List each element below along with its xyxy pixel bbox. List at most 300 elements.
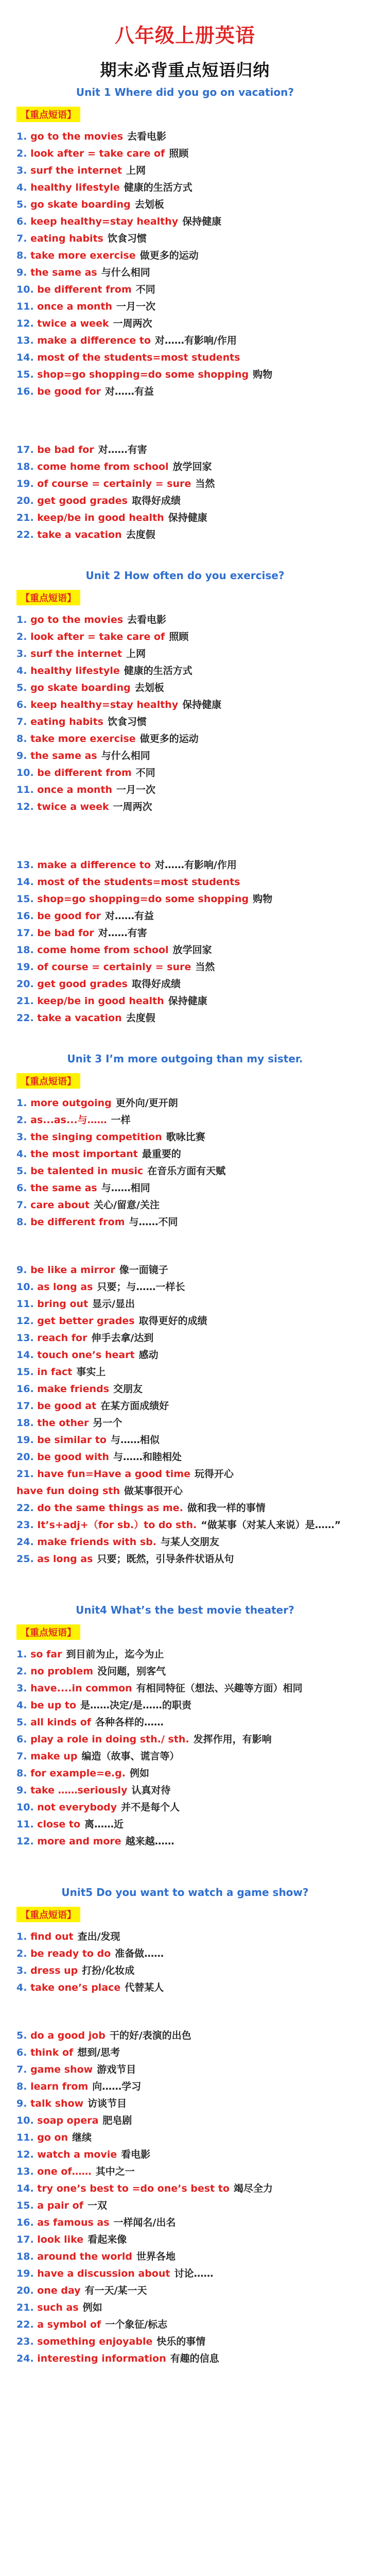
phrase-item: [16, 2078, 354, 2095]
phrase-number: 2.: [16, 1948, 31, 1959]
phrase-item: [16, 230, 354, 247]
phrase-english: make a difference to: [37, 335, 151, 346]
phrase-item: [16, 1748, 354, 1765]
phrase-item: [16, 1799, 354, 1816]
phrase-english: a symbol of: [37, 2319, 101, 2330]
phrase-item: [16, 2231, 354, 2248]
unit-section: [16, 1886, 354, 2367]
phrase-item: [16, 993, 354, 1010]
phrase-item: [16, 1364, 354, 1381]
units-container: [16, 86, 354, 2367]
phrase-number: 13.: [16, 859, 38, 871]
phrase-chinese: 对……有影响/作用: [155, 335, 237, 346]
phrase-item: [16, 1816, 354, 1833]
phrase-number: 7.: [16, 233, 31, 244]
phrase-chinese: 想到/思考: [77, 2047, 120, 2058]
phrase-number: 22.: [16, 2319, 38, 2330]
phrase-number: 9.: [16, 2098, 31, 2109]
phrase-english: go skate boarding: [30, 682, 131, 693]
phrase-number: 12.: [16, 318, 38, 329]
phrase-number: 1.: [16, 614, 31, 625]
phrase-chinese: 对……有害: [98, 927, 147, 939]
phrase-chinese: 一样闻名/出名: [113, 2217, 176, 2228]
phrase-chinese: 不同: [135, 284, 155, 295]
phrase-chinese: 保持健康: [168, 512, 207, 523]
phrase-english: more outgoing: [30, 1097, 112, 1109]
phrase-number: 4.: [16, 182, 31, 193]
phrase-item: [16, 2027, 354, 2044]
phrase-english: more and more: [37, 1836, 121, 1847]
phrase-number: 18.: [16, 1417, 38, 1429]
phrase-number: 8.: [16, 733, 31, 744]
phrase-number: 4.: [16, 1982, 31, 1993]
phrase-item: [16, 1415, 354, 1432]
phrase-chinese: 看起来像: [87, 2234, 127, 2245]
phrase-chinese: 保持健康: [182, 699, 222, 710]
phrase-number: 1.: [16, 1097, 31, 1109]
phrase-chinese: 对……有益: [105, 386, 154, 397]
phrase-english: as long as: [37, 1281, 93, 1293]
block-spacer: [16, 1996, 354, 2027]
phrase-english: make friends: [37, 1383, 109, 1395]
phrase-item: [16, 782, 354, 799]
phrase-item: [16, 2163, 354, 2180]
phrase-english: think of: [30, 2047, 74, 2058]
phrase-item: [16, 1163, 354, 1180]
phrase-item: [16, 1517, 354, 1534]
phrase-english: be good for: [37, 386, 101, 397]
phrase-english: the same as: [30, 750, 97, 761]
phrase-item: [16, 332, 354, 349]
phrase-item: [16, 1398, 354, 1415]
phrase-chinese: 关心/留意/关注: [94, 1199, 160, 1211]
phrase-number: 17.: [16, 2234, 38, 2245]
phrase-chinese: 世界各地: [136, 2251, 176, 2262]
phrase-english: the most important: [30, 1148, 138, 1160]
phrase-item: [16, 680, 354, 697]
phrase-item: [16, 213, 354, 230]
phrase-number: 10.: [16, 284, 38, 295]
phrase-english: surf the internet: [30, 165, 122, 176]
phrase-number: 3.: [16, 648, 31, 659]
phrase-item: [16, 1551, 354, 1568]
phrase-item: [16, 128, 354, 145]
phrase-english: get good grades: [37, 495, 128, 506]
key-phrases-tag: 【重点短语】: [16, 1073, 80, 1089]
phrase-chinese: 去划板: [134, 682, 164, 693]
phrase-item: [16, 2248, 354, 2265]
phrase-chinese: 例如: [129, 1768, 149, 1779]
phrase-english: look after = take care of: [30, 631, 165, 642]
phrase-number: 9.: [16, 750, 31, 761]
phrase-item: [16, 527, 354, 544]
phrase-english: be similar to: [37, 1434, 107, 1446]
phrase-item: [16, 908, 354, 925]
phrase-chinese: 照顾: [169, 148, 189, 159]
phrase-item: [16, 1714, 354, 1731]
phrase-number: 16.: [16, 910, 38, 922]
phrase-item: [16, 1663, 354, 1680]
phrase-english: play a role in doing sth./ sth.: [30, 1734, 189, 1745]
phrase-chinese: 对……有害: [98, 444, 147, 455]
phrase-chinese: 去划板: [134, 199, 164, 210]
phrase-number: 19.: [16, 478, 38, 489]
phrase-chinese: 与……相似: [110, 1434, 160, 1446]
phrase-english: so far: [30, 1649, 62, 1660]
phrase-item: [16, 1214, 354, 1231]
phrase-number: 10.: [16, 767, 38, 778]
phrase-number: 21.: [16, 512, 38, 523]
phrase-english: watch a movie: [37, 2149, 117, 2160]
key-phrases-tag: 【重点短语】: [16, 1907, 80, 1922]
phrase-item: [16, 1262, 354, 1279]
phrase-chinese: 快乐的事情: [156, 2336, 206, 2347]
unit-section: [16, 1604, 354, 1850]
phrase-item: [16, 959, 354, 976]
phrase-item: [16, 476, 354, 493]
phrase-chinese: 去看电影: [127, 131, 167, 142]
phrase-number: 7.: [16, 1199, 31, 1211]
phrase-english: as long as: [37, 1553, 93, 1565]
phrase-number: 24.: [16, 1536, 38, 1548]
phrase-number: 8.: [16, 1768, 31, 1779]
phrase-item: [16, 1731, 354, 1748]
phrase-item: [16, 748, 354, 765]
phrase-english: game show: [30, 2064, 93, 2075]
phrase-english: for example=e.g.: [30, 1768, 126, 1779]
phrase-number: 10.: [16, 2115, 38, 2126]
phrase-number: 6.: [16, 2047, 31, 2058]
phrase-number: 12.: [16, 1315, 38, 1327]
phrase-number: 24.: [16, 2353, 38, 2364]
phrase-number: 6.: [16, 216, 31, 227]
phrase-english: as famous as: [37, 2217, 110, 2228]
phrase-number: 11.: [16, 1298, 38, 1310]
phrase-english: have....in common: [30, 1683, 132, 1694]
phrase-english: in fact: [37, 1366, 73, 1378]
phrase-number: 19.: [16, 2268, 38, 2279]
phrase-item: [16, 162, 354, 179]
block-spacer: [16, 816, 354, 857]
phrase-english: be good for: [37, 910, 101, 922]
phrase-item: [16, 2316, 354, 2333]
phrase-english: the same as: [30, 267, 97, 278]
phrase-chinese: 做更多的运动: [139, 250, 199, 261]
phrase-item: [16, 857, 354, 874]
phrase-item: [16, 629, 354, 646]
phrase-chinese: 肥皂剧: [102, 2115, 132, 2126]
phrase-number: 14.: [16, 1349, 38, 1361]
phrase-chinese: 在音乐方面有天赋: [147, 1165, 226, 1177]
phrase-number: 16.: [16, 386, 38, 397]
phrase-english: learn from: [30, 2081, 89, 2092]
phrase-item: [16, 1962, 354, 1979]
phrase-item: [16, 697, 354, 714]
phrase-english: come home from school: [37, 944, 169, 956]
phrase-english: eating habits: [30, 233, 103, 244]
phrase-item: [16, 1534, 354, 1551]
phrase-item: [16, 2112, 354, 2129]
phrase-english: make a difference to: [37, 859, 151, 871]
phrase-chinese: 继续: [72, 2132, 92, 2143]
phrase-item: [16, 731, 354, 748]
phrase-chinese: 干的好/表演的出色: [109, 2030, 191, 2041]
phrase-number: 25.: [16, 1553, 38, 1565]
phrase-chinese: 与……相同: [101, 1182, 150, 1194]
phrase-english: be up to: [30, 1700, 77, 1711]
phrase-english: have fun=Have a good time: [37, 1468, 191, 1480]
phrase-chinese: 做某事很开心: [124, 1485, 183, 1497]
phrase-item: [16, 2061, 354, 2078]
phrase-english: take more exercise: [30, 733, 136, 744]
phrase-english: bring out: [37, 1298, 89, 1310]
phrase-number: 17.: [16, 444, 38, 455]
phrase-number: 4.: [16, 1700, 31, 1711]
phrase-chinese: 歌咏比赛: [166, 1131, 205, 1143]
phrase-item: [16, 1095, 354, 1112]
phrase-chinese: 玩得开心: [195, 1468, 234, 1480]
phrase-chinese: 取得好成绩: [131, 495, 181, 506]
phrase-chinese: 当然: [195, 478, 215, 489]
phrase-english: make up: [30, 1751, 78, 1762]
phrase-chinese: 一月一次: [116, 301, 156, 312]
phrase-chinese: 去度假: [126, 1012, 155, 1024]
phrase-english: not everybody: [37, 1802, 117, 1813]
phrase-english: most of the students=most students: [37, 352, 240, 363]
phrase-english: a pair of: [37, 2200, 83, 2211]
phrase-number: 22.: [16, 1012, 38, 1024]
phrase-english: talk show: [30, 2098, 84, 2109]
unit-spacer: [16, 549, 354, 569]
phrase-item: [16, 1313, 354, 1330]
phrase-english: dress up: [30, 1965, 78, 1976]
phrase-item: [16, 2180, 354, 2197]
phrase-english: be talented in music: [30, 1165, 144, 1177]
phrase-english: go on: [37, 2132, 68, 2143]
phrase-number: 1.: [16, 1931, 31, 1942]
phrase-english: all kinds of: [30, 1717, 92, 1728]
phrase-number: 2.: [16, 1666, 31, 1677]
phrase-item: [16, 196, 354, 213]
phrase-number: 16.: [16, 2217, 38, 2228]
phrase-english: make friends with sb.: [37, 1536, 157, 1548]
phrase-chinese: 讨论……: [174, 2268, 214, 2279]
phrase-item: [16, 663, 354, 680]
phrase-chinese: 是……决定/是……的职责: [80, 1700, 191, 1711]
phrase-english: healthy lifestyle: [30, 665, 120, 676]
phrase-chinese: 健康的生活方式: [124, 182, 192, 193]
phrase-number: 3.: [16, 165, 31, 176]
phrase-english: be bad for: [37, 927, 94, 939]
phrase-number: 13.: [16, 1332, 38, 1344]
phrase-chinese: 其中之一: [95, 2166, 135, 2177]
phrase-chinese: 上网: [126, 165, 146, 176]
phrase-chinese: 饮食习惯: [107, 233, 147, 244]
phrase-english: do the same things as me.: [37, 1502, 183, 1514]
phrase-chinese: 去看电影: [127, 614, 167, 625]
phrase-item: [16, 1979, 354, 1996]
unit-section: [16, 569, 354, 1027]
phrase-number: 13.: [16, 335, 38, 346]
phrase-number: 22.: [16, 529, 38, 540]
phrase-english: have a discussion about: [37, 2268, 170, 2279]
phrase-english: go to the movies: [30, 614, 124, 625]
phrase-item: [16, 874, 354, 891]
phrase-chinese: 一月一次: [116, 784, 156, 795]
phrase-chinese: 到目前为止，迄今为止: [66, 1649, 164, 1660]
phrase-chinese: 打扮/化妆成: [82, 1965, 135, 1976]
phrase-number: 21.: [16, 2302, 38, 2313]
phrase-english: of course = certainly = sure: [37, 961, 191, 973]
phrase-number: 3.: [16, 1131, 31, 1143]
phrase-chinese: 照顾: [169, 631, 189, 642]
phrase-chinese: 最重要的: [142, 1148, 181, 1160]
phrase-english: be bad for: [37, 444, 94, 455]
phrase-english: surf the internet: [30, 648, 122, 659]
phrase-item: [16, 2282, 354, 2299]
phrase-number: 11.: [16, 784, 38, 795]
phrase-english: most of the students=most students: [37, 876, 240, 888]
phrase-number: 15.: [16, 1366, 38, 1378]
phrase-chinese: 有相同特征（想法、兴趣等方面）相同: [136, 1683, 303, 1694]
phrase-number: 10.: [16, 1281, 38, 1293]
phrase-chinese: 越来越……: [125, 1836, 174, 1847]
phrase-number: 21.: [16, 1468, 38, 1480]
phrase-number: 6.: [16, 1182, 31, 1194]
phrase-number: 7.: [16, 716, 31, 727]
phrase-item: [16, 1466, 354, 1483]
phrase-chinese: 事实上: [76, 1366, 106, 1378]
phrase-english: go to the movies: [30, 131, 124, 142]
phrase-item: [16, 2299, 354, 2316]
unit-spacer: [16, 1032, 354, 1053]
phrase-item: [16, 976, 354, 993]
phrase-item: [16, 1945, 354, 1962]
phrase-chinese: 没问题，别客气: [97, 1666, 166, 1677]
phrase-number: 20.: [16, 2285, 38, 2296]
phrase-item: [16, 1279, 354, 1296]
phrase-number: 15.: [16, 369, 38, 380]
phrase-english: as...as...与……: [30, 1114, 107, 1126]
phrase-chinese: 放学回家: [172, 944, 212, 956]
phrase-item: [16, 1296, 354, 1313]
phrase-item: [16, 2095, 354, 2112]
phrase-english: try one’s best to =do one’s best to: [37, 2183, 230, 2194]
phrase-chinese: 购物: [253, 893, 273, 905]
phrase-chinese: 感动: [138, 1349, 158, 1361]
phrase-chinese: 竭尽全力: [234, 2183, 273, 2194]
phrase-chinese: 与……不同: [129, 1216, 178, 1228]
phrase-chinese: 交朋友: [113, 1383, 143, 1395]
phrase-chinese: 对……有影响/作用: [155, 859, 237, 871]
phrase-english: take a vacation: [37, 1012, 122, 1024]
phrase-number: 19.: [16, 1434, 38, 1446]
phrase-chinese: 一个象征/标志: [105, 2319, 168, 2330]
phrase-english: get better grades: [37, 1315, 135, 1327]
phrase-item: [16, 799, 354, 816]
phrase-item: [16, 2214, 354, 2231]
phrase-english: once a month: [37, 301, 113, 312]
phrase-item: [16, 1928, 354, 1945]
phrase-item: [16, 1500, 354, 1517]
phrase-item: [16, 1782, 354, 1799]
phrase-number: 12.: [16, 1836, 38, 1847]
phrase-number: 22.: [16, 1502, 38, 1514]
phrase-english: find out: [30, 1931, 74, 1942]
phrase-item: [16, 442, 354, 459]
phrase-english: shop=go shopping=do some shopping: [37, 369, 249, 380]
phrase-chinese: 保持健康: [168, 995, 207, 1007]
phrase-item: [16, 247, 354, 264]
phrase-english: healthy lifestyle: [30, 182, 120, 193]
phrase-number: 5.: [16, 1717, 31, 1728]
phrase-english: be different from: [30, 1216, 125, 1228]
phrase-item: [16, 1432, 354, 1449]
phrase-item: [16, 179, 354, 196]
phrase-chinese: 与某人交朋友: [161, 1536, 220, 1548]
phrase-english: the same as: [30, 1182, 97, 1194]
phrase-item: [16, 1112, 354, 1129]
phrase-chinese: 有一天/某一天: [84, 2285, 147, 2296]
unit-section: [16, 1053, 354, 1568]
phrase-english: close to: [37, 1819, 81, 1830]
phrase-number: 17.: [16, 1400, 38, 1412]
phrase-chinese: 健康的生活方式: [124, 665, 192, 676]
phrase-item: [16, 510, 354, 527]
phrase-chinese: 不同: [135, 767, 155, 778]
phrase-chinese: 与什么相同: [101, 267, 150, 278]
phrase-number: 16.: [16, 1383, 38, 1395]
phrase-item: [16, 1129, 354, 1146]
phrase-number: 12.: [16, 801, 38, 812]
phrase-english: have fun doing sth: [16, 1485, 120, 1497]
phrase-english: look like: [37, 2234, 84, 2245]
phrase-number: 18.: [16, 2251, 38, 2262]
phrase-english: soap opera: [37, 2115, 99, 2126]
phrase-item: [16, 714, 354, 731]
phrase-number: 10.: [16, 1802, 38, 1813]
phrase-item: [16, 281, 354, 298]
phrase-number: 8.: [16, 2081, 31, 2092]
phrase-number: 11.: [16, 1819, 38, 1830]
phrase-item: [16, 493, 354, 510]
phrase-number: 15.: [16, 2200, 38, 2211]
phrase-number: 14.: [16, 876, 38, 888]
phrase-english: be good with: [37, 1451, 109, 1463]
phrase-english: do a good job: [30, 2030, 105, 2041]
phrase-number: 4.: [16, 1148, 31, 1160]
phrase-chinese: 一周两次: [113, 318, 152, 329]
phrase-chinese: 另一个: [93, 1417, 122, 1429]
phrase-chinese: 放学回家: [172, 461, 212, 472]
phrase-english: take a vacation: [37, 529, 122, 540]
phrase-number: 1.: [16, 131, 31, 142]
phrase-chinese: 显示/显出: [92, 1298, 135, 1310]
phrase-number: 2.: [16, 1114, 31, 1126]
phrase-item: [16, 2044, 354, 2061]
phrase-number: 1.: [16, 1649, 31, 1660]
phrase-item: [16, 1347, 354, 1364]
phrase-english: eating habits: [30, 716, 103, 727]
phrase-english: get good grades: [37, 978, 128, 990]
phrase-item: [16, 942, 354, 959]
phrase-english: something enjoyable: [37, 2336, 153, 2347]
phrase-number: 5.: [16, 682, 31, 693]
phrase-english: keep/be in good health: [37, 512, 164, 523]
phrase-english: take one’s place: [30, 1982, 121, 1993]
phrase-chinese: 离……近: [84, 1819, 124, 1830]
phrase-number: 6.: [16, 699, 31, 710]
